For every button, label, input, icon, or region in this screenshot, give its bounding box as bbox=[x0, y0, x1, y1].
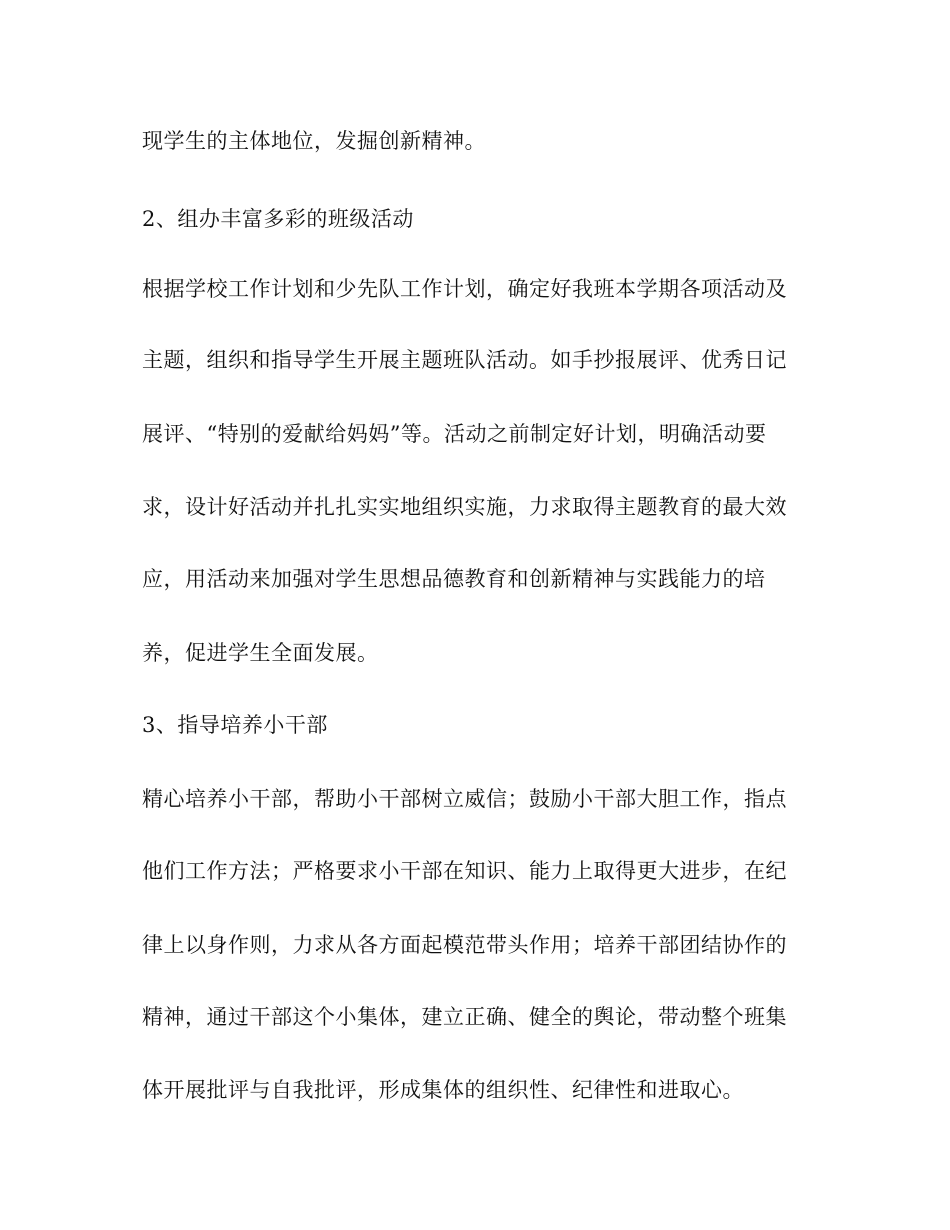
paragraph-line: 精心培养小干部，帮助小干部树立威信；鼓励小干部大胆工作，指点 bbox=[142, 787, 787, 811]
paragraph-line: 养，促进学生全面发展。 bbox=[142, 641, 379, 665]
paragraph-line: 精神，通过干部这个小集体，建立正确、健全的舆论，带动整个班集 bbox=[142, 1005, 787, 1029]
section-heading: 3、指导培养小干部 bbox=[142, 713, 328, 737]
paragraph-line: 展评、“特别的爱献给妈妈”等。活动之前制定好计划，明确活动要 bbox=[142, 422, 767, 446]
paragraph-line: 体开展批评与自我批评，形成集体的组织性、纪律性和进取心。 bbox=[142, 1078, 744, 1102]
paragraph-line: 应，用活动来加强对学生思想品德教育和创新精神与实践能力的培 bbox=[142, 567, 766, 591]
paragraph-line: 现学生的主体地位，发掘创新精神。 bbox=[142, 129, 486, 153]
paragraph-line: 根据学校工作计划和少先队工作计划，确定好我班本学期各项活动及 bbox=[142, 277, 787, 301]
paragraph-line: 求，设计好活动并扎扎实实地组织实施，力求取得主题教育的最大效 bbox=[142, 495, 787, 519]
paragraph-line: 他们工作方法；严格要求小干部在知识、能力上取得更大进步，在纪 bbox=[142, 859, 787, 883]
paragraph-line: 律上以身作则，力求从各方面起模范带头作用；培养干部团结协作的 bbox=[142, 933, 787, 957]
section-heading: 2、组办丰富多彩的班级活动 bbox=[142, 207, 414, 231]
paragraph-line: 主题，组织和指导学生开展主题班队活动。如手抄报展评、优秀日记 bbox=[142, 348, 787, 372]
